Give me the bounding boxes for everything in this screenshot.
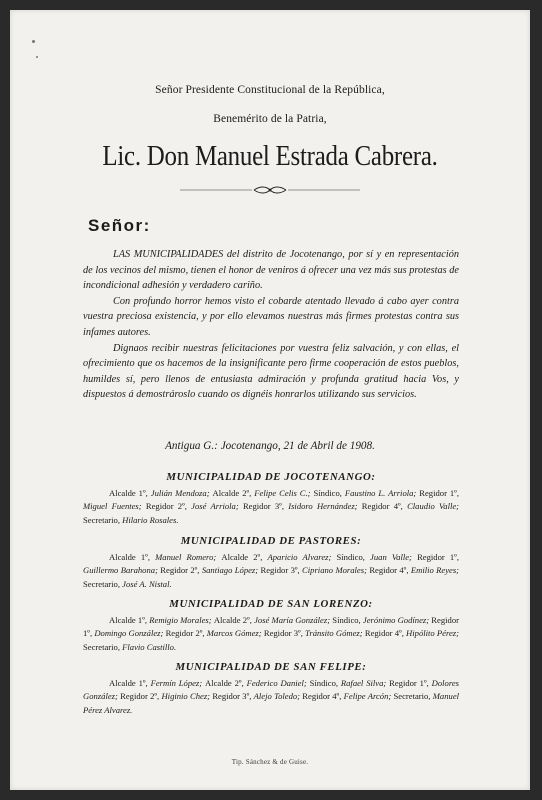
salutation: Señor:	[88, 216, 151, 235]
member-name: Felipe Arcón;	[343, 691, 394, 702]
member-role: Regidor 2º,	[160, 565, 202, 576]
member-name: Felipe Celis C.;	[254, 488, 314, 498]
member-name: Manuel Pérez Alvarez.	[83, 691, 460, 715]
municipality-title: MUNICIPALIDAD DE SAN LORENZO:	[169, 598, 373, 610]
municipality-block	[83, 661, 459, 717]
member-name: Faustino L. Arriola;	[344, 488, 420, 498]
paragraph: Con profundo horror hemos visto el cobarde atentado llevado á cabo ayer contra vuestra preciosa existencia, y por ello elevamos nuestras más firmes protestas contra sus infames autores.	[83, 295, 459, 338]
ornamental-rule-icon	[180, 186, 360, 194]
address-line-1: Señor Presidente Constitucional de la República,	[155, 84, 385, 96]
municipality-block	[83, 535, 459, 591]
member-name: Manuel Romero;	[155, 552, 222, 562]
municipality-block	[83, 598, 459, 654]
member-role: Regidor 4º,	[302, 691, 344, 702]
member-name: Dolores González;	[83, 678, 460, 702]
municipality-title: MUNICIPALIDAD DE JOCOTENANGO:	[166, 471, 376, 483]
member-name: Guillermo Barahona;	[83, 565, 161, 576]
member-role: Alcalde 1º,	[109, 552, 156, 562]
member-name: Tránsito Gómez;	[305, 628, 365, 639]
member-role: Alcalde 1º,	[109, 678, 151, 688]
member-role: Regidor 3º,	[212, 691, 254, 702]
place-date: Antigua G.: Jocotenango, 21 de Abril de 1908.	[165, 440, 375, 452]
member-name: Aparicio Alvarez;	[267, 552, 337, 562]
member-role: Regidor 3º,	[242, 501, 289, 512]
paragraph: LAS MUNICIPALIDADES del distrito de Jocotenango, por sí y en representación de los vecinos del mismo, tienen el honor de veniros á ofrecer una vez más sus protestas de incondicional adhesión y verdadero cariño.	[83, 249, 459, 292]
member-role: Secretario,	[83, 641, 123, 652]
member-name: Hipólito Pérez;	[406, 628, 460, 639]
member-name: José A. Nistal.	[122, 578, 172, 589]
member-name: Federico Daniel;	[246, 678, 310, 688]
member-role: Regidor 3º,	[263, 628, 306, 639]
municipality-block	[83, 471, 459, 527]
member-role: Alcalde 1º,	[109, 615, 150, 625]
member-name: Claudio Valle;	[407, 501, 460, 512]
member-role: Regidor 1º,	[389, 678, 432, 688]
member-role: Regidor 2º,	[165, 628, 207, 639]
member-name: Miguel Fuentes;	[83, 501, 146, 512]
member-role: Alcalde 2º,	[205, 678, 247, 688]
member-role: Secretario,	[83, 578, 123, 589]
address-line-2: Benemérito de la Patria,	[213, 113, 327, 125]
addressee-name: Lic. Don Manuel Estrada Cabrera.	[102, 140, 438, 172]
member-name: Julián Mendoza;	[150, 488, 213, 498]
member-name: Cipriano Morales;	[302, 565, 370, 576]
municipality-title: MUNICIPALIDAD DE PASTORES:	[180, 535, 362, 547]
member-role: Alcalde 2º,	[221, 552, 268, 562]
letter-body	[83, 247, 459, 403]
member-role: Síndico,	[313, 488, 345, 498]
member-role: Síndico,	[309, 678, 341, 688]
municipality-members	[83, 487, 459, 527]
member-name: Fermín López;	[150, 678, 206, 688]
member-name: Higinio Chez;	[161, 691, 213, 702]
member-role: Secretario,	[83, 514, 123, 525]
member-name: Flavio Castillo.	[122, 641, 177, 652]
member-name: Remigio Morales;	[149, 615, 214, 625]
member-name: José María González;	[254, 615, 333, 625]
municipality-members	[83, 551, 459, 591]
municipality-members	[83, 677, 459, 717]
member-role: Regidor 1º,	[417, 552, 459, 562]
member-role: Regidor 2º,	[145, 501, 192, 512]
member-role: Síndico,	[336, 552, 371, 562]
member-name: Isidoro Hernández;	[288, 501, 362, 512]
printer-imprint: Tip. Sánchez & de Guise.	[231, 758, 309, 766]
municipality-members	[83, 614, 459, 654]
member-name: Santiago López;	[201, 565, 261, 576]
member-role: Regidor 4º,	[364, 628, 407, 639]
member-role: Regidor 2º,	[120, 691, 162, 702]
document-sheet	[10, 10, 530, 790]
member-role: Regidor 1º,	[419, 488, 460, 498]
paper-speck	[36, 56, 38, 58]
member-name: Hilario Rosales.	[122, 514, 179, 525]
member-role: Regidor 3º,	[260, 565, 303, 576]
member-name: Juan Valle;	[370, 552, 418, 562]
member-role: Secretario,	[393, 691, 433, 702]
member-role: Regidor 4º,	[369, 565, 411, 576]
member-name: Emilio Reyes;	[410, 565, 460, 576]
municipality-title: MUNICIPALIDAD DE SAN FELIPE:	[175, 661, 367, 673]
member-role: Alcalde 2º,	[212, 488, 255, 498]
member-name: Alejo Toledo;	[253, 691, 303, 702]
member-name: José Arriola;	[191, 501, 243, 512]
member-name: Jerónimo Godínez;	[362, 615, 432, 625]
member-role: Regidor 4º,	[361, 501, 408, 512]
member-name: Domingo González;	[94, 628, 166, 639]
paper-speck	[32, 40, 35, 43]
member-role: Síndico,	[332, 615, 363, 625]
member-name: Rafael Silva;	[340, 678, 390, 688]
member-role: Alcalde 1º,	[109, 488, 151, 498]
paragraph: Dignaos recibir nuestras felicitaciones por vuestra feliz salvación, y con ellas, el ofrecimiento que os hacemos de la insignificante pero firme cooperación de estos pueblos, humildes sí, pero llenos de entusiasta admiración y profunda gratitud hacia Vos, y dispuestos á demostrároslo cuando os dignéis honrarlos utilizando sus servicios.	[83, 342, 459, 401]
member-name: Marcos Gómez;	[206, 628, 264, 639]
member-role: Regidor 1º,	[83, 615, 459, 639]
member-role: Alcalde 2º,	[213, 615, 255, 625]
